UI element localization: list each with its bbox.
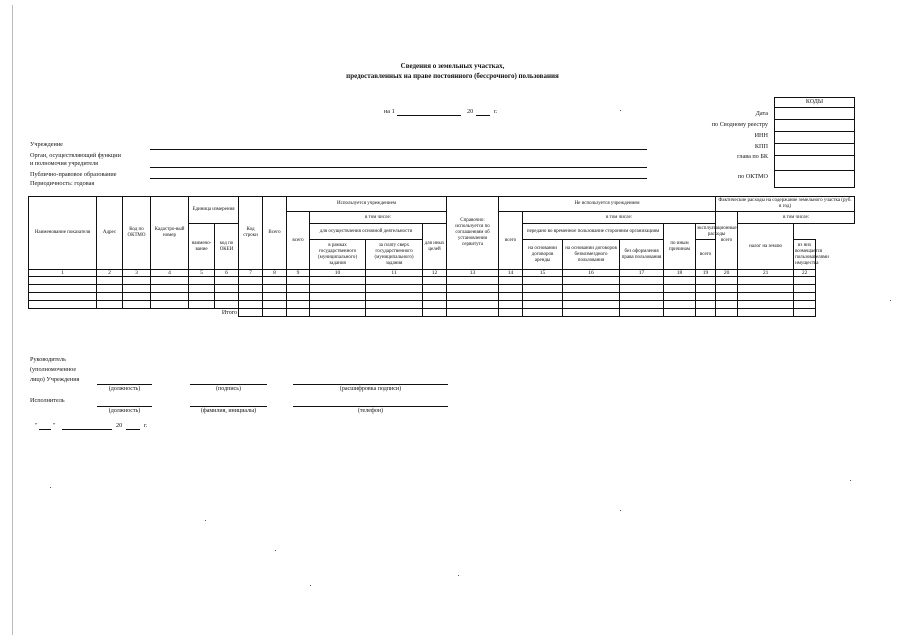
head-label-3: лицо) Учреждения: [30, 376, 80, 383]
th-oktmo: Код по ОКТМО: [123, 197, 151, 270]
scan-edge-left: [12, 5, 13, 635]
table-row[interactable]: [29, 285, 855, 293]
field-label-periodicity: Периодичность: годовая: [30, 180, 95, 187]
codes-box: [774, 97, 855, 188]
field-label-founder: и полномочия учредителя: [30, 160, 99, 167]
codes-label-date: Дата: [755, 110, 768, 117]
code-oktmo[interactable]: [775, 171, 854, 187]
codes-header: КОДЫ: [775, 98, 854, 108]
scan-speck: [205, 520, 206, 521]
sign-date-suffix: г.: [144, 422, 148, 429]
field-label-ppo: Публично-правовое образование: [30, 171, 117, 178]
total-label: Итого: [29, 309, 239, 317]
column-number: 9: [287, 270, 310, 277]
column-number: 19: [696, 270, 716, 277]
th-lease: на основании договоров аренды: [523, 240, 563, 270]
column-number: 20: [716, 270, 738, 277]
th-name: Наименование показателя: [29, 197, 97, 270]
th-actual-incl: в том числе:: [738, 212, 855, 224]
executor-position-field[interactable]: [97, 398, 152, 407]
scan-speck: [850, 480, 851, 481]
th-op-total: всего: [696, 240, 716, 270]
form-title-line1: Сведения о земельных участках,: [400, 62, 505, 70]
th-cadastral: Кадастро-вый номер: [151, 197, 189, 270]
institution-field[interactable]: [150, 140, 647, 150]
th-used: Используется учреждением: [287, 197, 447, 212]
th-unit-name: наимено-вание: [189, 224, 215, 270]
th-transferred: передано во временное пользование сторонним организациям: [523, 224, 664, 240]
sign-date-year-prefix: 20: [116, 422, 123, 429]
th-used-incl: в том числе:: [310, 212, 447, 224]
sign-date-quote-open: ": [35, 422, 38, 429]
column-number: 6: [215, 270, 239, 277]
head-decoding-caption: (расшифровка подписи): [339, 386, 402, 392]
date-prefix: на 1: [384, 108, 395, 115]
field-label-institution: Учреждение: [30, 141, 63, 148]
codes-label-inn: ИНН: [754, 132, 768, 139]
column-number: 12: [423, 270, 447, 277]
total-row[interactable]: [29, 309, 855, 317]
scan-speck: [890, 300, 891, 301]
scan-speck: [275, 550, 276, 551]
ppo-field[interactable]: [150, 170, 647, 179]
head-signature-caption: (подпись): [216, 386, 241, 392]
scan-speck: [620, 110, 621, 111]
head-signature-field[interactable]: [190, 376, 267, 385]
column-number: 2: [97, 270, 123, 277]
column-numbers-row: [29, 270, 855, 277]
th-unit-code: код по ОКЕИ: [215, 224, 239, 270]
codes-label-svodny: по Сводному реестру: [711, 121, 768, 128]
th-land-tax: налог на землю: [738, 224, 794, 270]
th-no-formal: без оформления права пользования: [620, 240, 664, 270]
code-svodny-reestr[interactable]: [775, 120, 854, 132]
codes-label-glava: глава по БК: [737, 153, 768, 160]
date-year-field[interactable]: [476, 109, 490, 116]
executor-phone-caption: (телефон): [357, 408, 384, 414]
head-label-2: (уполномоченное: [30, 366, 77, 373]
sign-date-day-field[interactable]: [39, 423, 51, 430]
date-suffix: г.: [494, 108, 498, 115]
column-number: 7: [239, 270, 263, 277]
column-number: 15: [523, 270, 563, 277]
th-used-main: для осуществления основной деятельности: [310, 224, 423, 240]
founder-field[interactable]: [150, 159, 647, 168]
scan-speck: [458, 575, 459, 576]
executor-fio-caption: (фамилия, инициалы): [200, 408, 257, 414]
date-day-month-field[interactable]: [397, 109, 461, 116]
table-row[interactable]: [29, 293, 855, 301]
code-inn[interactable]: [775, 132, 854, 144]
column-number: 21: [738, 270, 794, 277]
sign-date-month-field[interactable]: [62, 423, 112, 430]
head-position-caption: (должность): [108, 386, 141, 392]
code-date[interactable]: [775, 108, 854, 120]
th-not-used: Не используется учреждением: [499, 197, 716, 212]
scan-speck: [310, 585, 311, 586]
form-title-line2: предоставленных на праве постоянного (бессрочного) пользования: [346, 72, 559, 80]
code-kpp[interactable]: [775, 144, 854, 156]
field-label-organ: Орган, осуществляющий функции: [30, 152, 121, 159]
th-used-total: всего: [287, 212, 310, 270]
column-number: 14: [499, 270, 523, 277]
head-label-1: Руководитель: [30, 356, 66, 363]
th-line-code: Код строки: [239, 197, 263, 270]
th-notused-incl: в том числе:: [523, 212, 716, 224]
codes-label-kpp: КПП: [754, 143, 768, 150]
codes-label-oktmo: по ОКТМО: [737, 173, 768, 180]
executor-label: Исполнитель: [30, 397, 65, 404]
table-row[interactable]: [29, 301, 855, 309]
column-number: 16: [563, 270, 620, 277]
th-total: Всего: [263, 197, 287, 270]
executor-phone-field[interactable]: [293, 398, 448, 407]
th-actual-total: всего: [716, 212, 738, 270]
column-number: 8: [263, 270, 287, 277]
column-number: 22: [794, 270, 816, 277]
th-ref-servitude: Справочно: используется по соглашениям об установлении сервитута: [447, 197, 499, 270]
column-number: 11: [366, 270, 423, 277]
land-plots-table: [28, 196, 855, 317]
th-op-reimbursed: из них возмещается пользователями имущества: [794, 240, 816, 270]
th-other-reasons: по иным причинам: [664, 224, 696, 270]
sign-date-quote-close: ": [53, 422, 56, 429]
scan-speck: [620, 510, 621, 511]
column-number: 13: [447, 270, 499, 277]
executor-fio-field[interactable]: [190, 398, 267, 407]
column-number: 10: [310, 270, 366, 277]
th-operating: эксплуатационные расходы: [696, 224, 738, 240]
th-used-state: в рамках государственного (муниципального) задания: [310, 240, 366, 270]
scan-speck: [50, 487, 51, 488]
th-actual-costs: Фактические расходы на содержание земельного участка (руб. в год): [716, 197, 855, 212]
column-number: 4: [151, 270, 189, 277]
column-number: 3: [123, 270, 151, 277]
th-used-other: для иных целей: [423, 224, 447, 270]
th-address: Адрес: [97, 197, 123, 270]
column-number: 18: [664, 270, 696, 277]
executor-position-caption: (должность): [108, 408, 141, 414]
th-used-paid: за плату сверх государственного (муниципального) задания: [366, 240, 423, 270]
column-number: 1: [29, 270, 97, 277]
th-notused-total: всего: [499, 212, 523, 270]
column-number: 17: [620, 270, 664, 277]
head-decoding-field[interactable]: [293, 376, 448, 385]
head-position-field[interactable]: [97, 376, 152, 385]
date-year-prefix: 20: [467, 108, 474, 115]
sign-date-year-field[interactable]: [126, 423, 140, 430]
th-free-use: на основании договоров безвозмездного пользования: [563, 240, 620, 270]
th-unit: Единица измерения: [189, 197, 239, 224]
column-number: 5: [189, 270, 215, 277]
code-glava-bk[interactable]: [775, 156, 854, 171]
table-row[interactable]: [29, 277, 855, 285]
